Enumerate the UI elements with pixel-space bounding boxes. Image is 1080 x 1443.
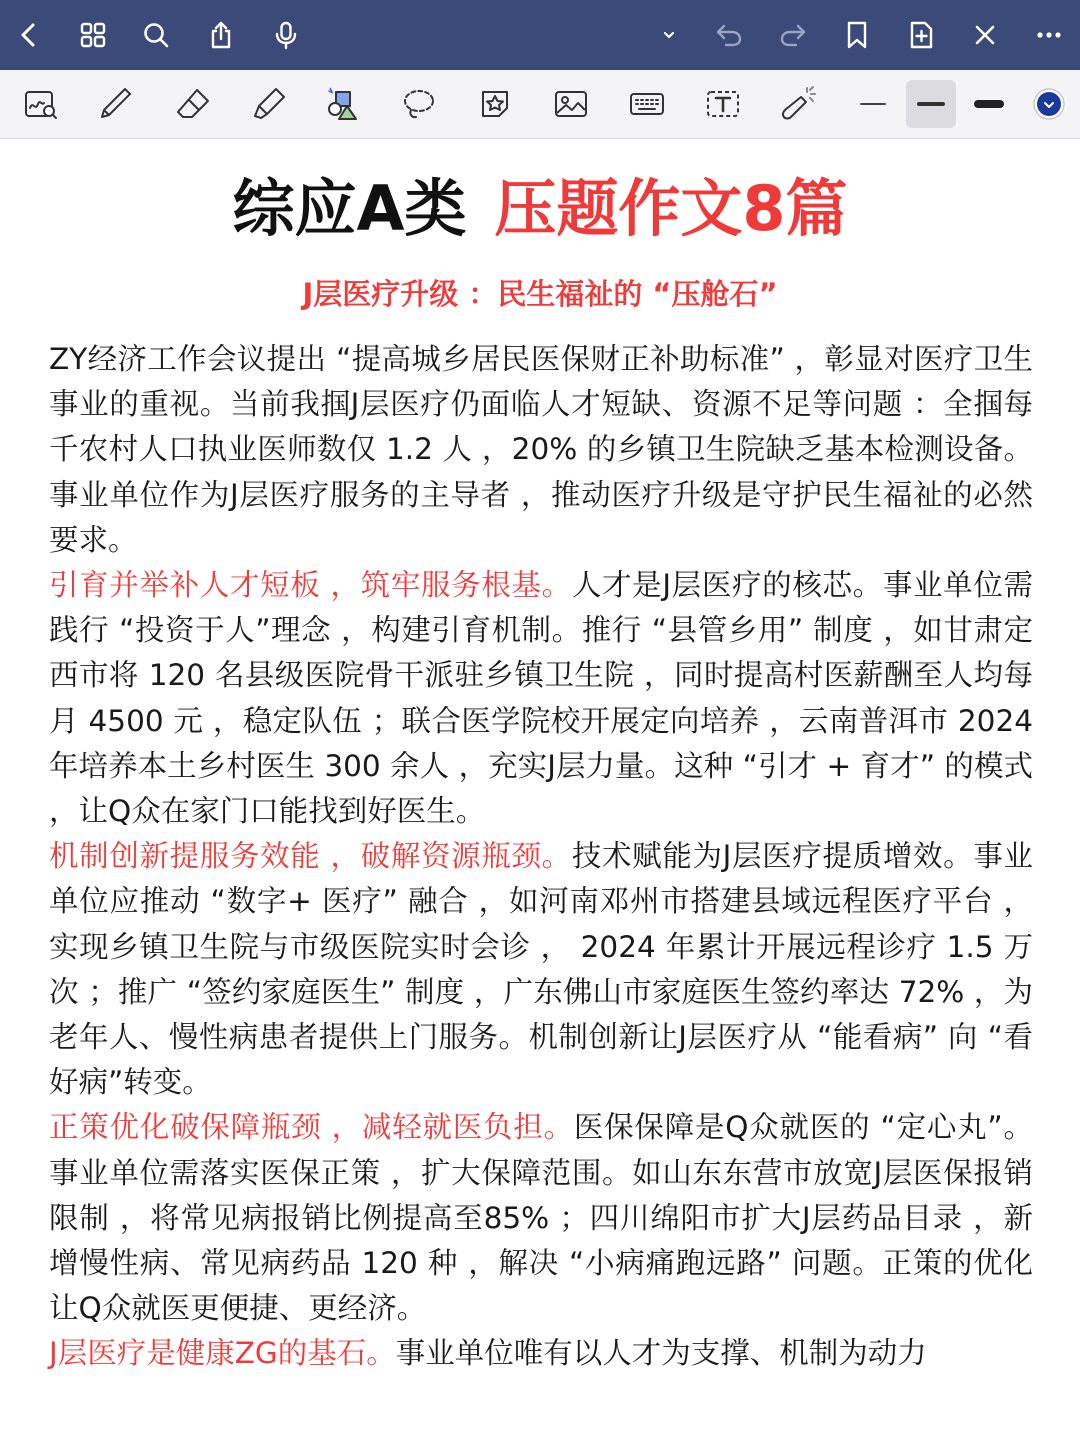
paragraph-text: 医保保障是Q众就医的 “定心丸”。事业单位需落实医保正策 ，扩大保障范围。如山东东营市放宽J层医保报销限制 ，将常见病报销比例提高至85% ；四川绵阳市扩大J层药品目录 ，新增慢性病、常见病药品 120 种 ，解决 “小病痛跑远路” 问题。正策的优化让Q众就医更便捷、更经济。	[49, 1110, 1033, 1326]
document-page[interactable]	[0, 139, 1080, 1443]
paragraph-heading: 引育并举补人才短板 ，筑牢服务根基。	[49, 568, 572, 603]
paragraph-intro: ZY经济工作会议提出 “提高城乡居民医保财正补助标准” ，彰显对医疗卫生事业的重视。当前我掴J层医疗仍面临人才短缺、资源不足等问题 ：全掴每千农村人口执业医师数仅 1.2 人 ，20% 的乡镇卫生院缺乏基本检测设备。事业单位作为J层医疗服务的主导者 ，推动医疗升级是守护民生福祉的必然要求。	[49, 342, 1033, 557]
close-icon[interactable]	[964, 14, 1006, 56]
search-icon[interactable]	[135, 14, 177, 56]
eraser-icon[interactable]	[168, 80, 218, 128]
paragraph-text: 技术赋能为J层医疗提质增效。事业单位应推动 “数字+ 医疗” 融合 ，如河南邓州市搭建县域远程医疗平台 ，实现乡镇卫生院与市级医院实时会诊 ， 2024 年累计开展远程诊疗 1.5 万次 ；推广 “签约家庭医生” 制度 ，广东佛山市家庭医生签约率达 72% ，为老年人、慢性病患者提供上门服务。机制创新让J层医疗从 “能看病” 向 “看好病”转变。	[49, 839, 1033, 1100]
undo-icon[interactable]	[708, 14, 750, 56]
title-main: 综应A类	[232, 172, 467, 245]
share-icon[interactable]	[200, 14, 242, 56]
laser-pointer-icon[interactable]	[772, 80, 822, 128]
zoom-write-icon[interactable]	[16, 80, 66, 128]
page-title	[0, 169, 1080, 249]
sticker-icon[interactable]	[470, 80, 520, 128]
highlighter-icon[interactable]	[244, 80, 294, 128]
paragraph-text: 事业单位唯有以人才为支撑、机制为动力	[395, 1336, 927, 1371]
paragraph-conclusion	[49, 1331, 1033, 1376]
more-icon[interactable]	[1028, 14, 1070, 56]
paragraph-heading: J层医疗是健康ZG的基石。	[49, 1336, 396, 1371]
chevron-down-icon[interactable]	[648, 14, 690, 56]
paragraph-mechanism	[49, 834, 1033, 1105]
redo-icon[interactable]	[772, 14, 814, 56]
thin-stroke-icon[interactable]	[848, 80, 898, 128]
medium-stroke-icon[interactable]	[906, 80, 956, 128]
paragraph-talent	[49, 563, 1033, 834]
bookmark-icon[interactable]	[836, 14, 878, 56]
essay-body	[49, 337, 1033, 1377]
top-navigation-bar	[0, 0, 1080, 70]
back-icon[interactable]	[8, 14, 50, 56]
paragraph-policy	[49, 1105, 1033, 1331]
color-picker-icon[interactable]	[1024, 80, 1074, 128]
title-highlight: 压题作文8篇	[494, 172, 848, 245]
paragraph-text: 人才是J层医疗的核芯。事业单位需践行 “投资于人”理念 ，构建引育机制。推行 “县管乡用” 制度 ，如甘肃定西市将 120 名县级医院骨干派驻乡镇卫生院 ，同时提高村医薪酬至人均每月 4500 元 ，稳定队伍 ；联合医学院校开展定向培养 ，云南普洱市 2024 年培养本土乡村医生 300 余人 ，充实J层力量。这种 “引才 + 育才” 的模式 ，让Q众在家门口能找到好医生。	[49, 568, 1033, 829]
paragraph-heading: 机制创新提服务效能 ，破解资源瓶颈。	[49, 839, 572, 874]
grid-icon[interactable]	[72, 14, 114, 56]
add-page-icon[interactable]	[900, 14, 942, 56]
thick-stroke-icon[interactable]	[964, 80, 1014, 128]
keyboard-icon[interactable]	[622, 80, 672, 128]
drawing-toolbar	[0, 70, 1080, 139]
image-icon[interactable]	[546, 80, 596, 128]
paragraph-heading: 正策优化破保障瓶颈 ，减轻就医负担。	[49, 1110, 574, 1145]
pen-icon[interactable]	[90, 80, 140, 128]
shapes-icon[interactable]	[318, 80, 368, 128]
microphone-icon[interactable]	[265, 14, 307, 56]
essay-subtitle: J层医疗升级 ：民生福祉的 “压舱石”	[302, 277, 778, 311]
lasso-icon[interactable]	[394, 80, 444, 128]
text-icon[interactable]	[698, 80, 748, 128]
